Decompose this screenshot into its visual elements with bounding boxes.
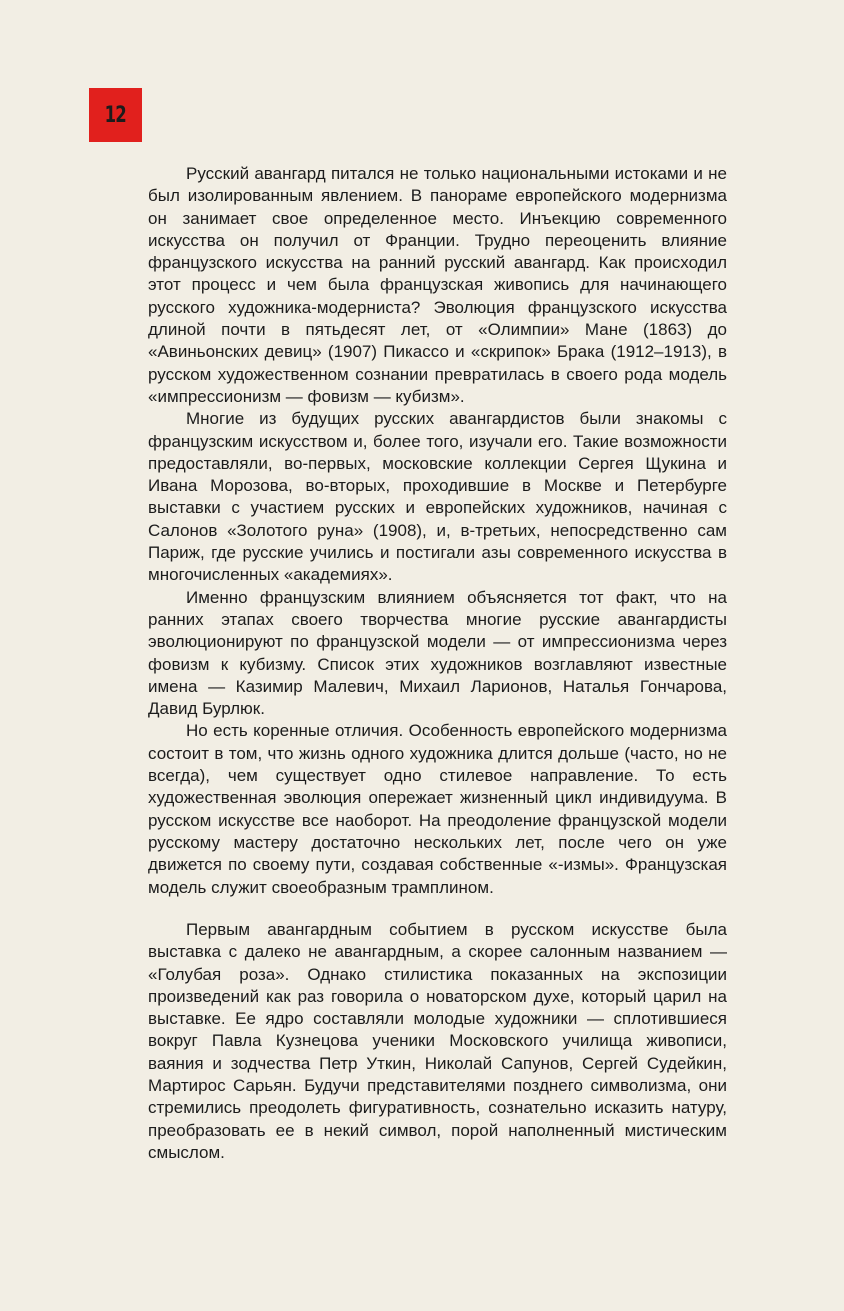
paragraph: Русский авангард питался не только национальными истоками и не был изолированным явлением. В панораме европейского модернизма он занимает свое определенное место. Инъекцию современного искусства он получил от Франции. Трудно переоценить влияние французского искусства на ранний русский авангард. Как происходил этот процесс и чем была французская живопись для начинающего русского художника-модерниста? Эволюция французского искусства длиной почти в пятьдесят лет, от «Олимпии» Мане (1863) до «Авиньонских девиц» (1907) Пикассо и «скрипок» Брака (1912–1913), в русском художественном сознании превратилась в своего рода модель «импрессионизм — фовизм — кубизм». [148,164,727,406]
page-number-badge [89,88,142,142]
paragraph: Многие из будущих русских авангардистов были знакомы с французским искусством и, более того, изучали его. Такие возможности предоставляли, во-первых, московские коллекции Сергея Щукина и Ивана Морозова, во-вторых, проходившие в Москве и Петербурге выставки с участием русских и европейских художников, начиная с Салонов «Золотого руна» (1908), и, в-третьих, непосредственно сам Париж, где русские учились и постигали азы современного искусства в многочисленных «академиях». [148,409,727,585]
page-number: 12 [104,102,127,128]
paragraph: Именно французским влиянием объясняется тот факт, что на ранних этапах своего творчества многие русские авангардисты эволюционируют по французской модели — от импрессионизма через фовизм к кубизму. Список этих художников возглавляют известные имена — Казимир Малевич, Михаил Ларионов, Наталья Гончарова, Давид Бурлюк. [148,587,727,719]
paragraph: Но есть коренные отличия. Особенность европейского модернизма состоит в том, что жизнь одного художника длится дольше (часто, но не всегда), чем существует одно стилевое направление. То есть художественная эволюция опережает жизненный цикл индивидуума. В русском искусстве все наоборот. На преодоление французской модели русскому мастеру достаточно нескольких лет, после чего он уже движется по своему пути, создавая собственные «-измы». Французская модель служит своеобразным трамплином. [148,721,727,897]
second-text-section [148,919,727,1164]
main-text-section [148,163,727,899]
paragraph: Первым авангардным событием в русском искусстве была выставка с далеко не авангардным, а скорее салонным названием — «Голубая роза». Однако стилистика показанных на экспозиции произведений как раз говорила о новаторском духе, который царил на выставке. Ее ядро составляли молодые художники — сплотившиеся вокруг Павла Кузнецова ученики Московского училища живописи, ваяния и зодчества Петр Уткин, Николай Сапунов, Сергей Судейкин, Мартирос Сарьян. Будучи представителями позднего символизма, они стремились преодолеть фигуративность, сознательно исказить натуру, преобразовать ее в некий символ, порой наполненный мистическим смыслом. [148,920,727,1162]
